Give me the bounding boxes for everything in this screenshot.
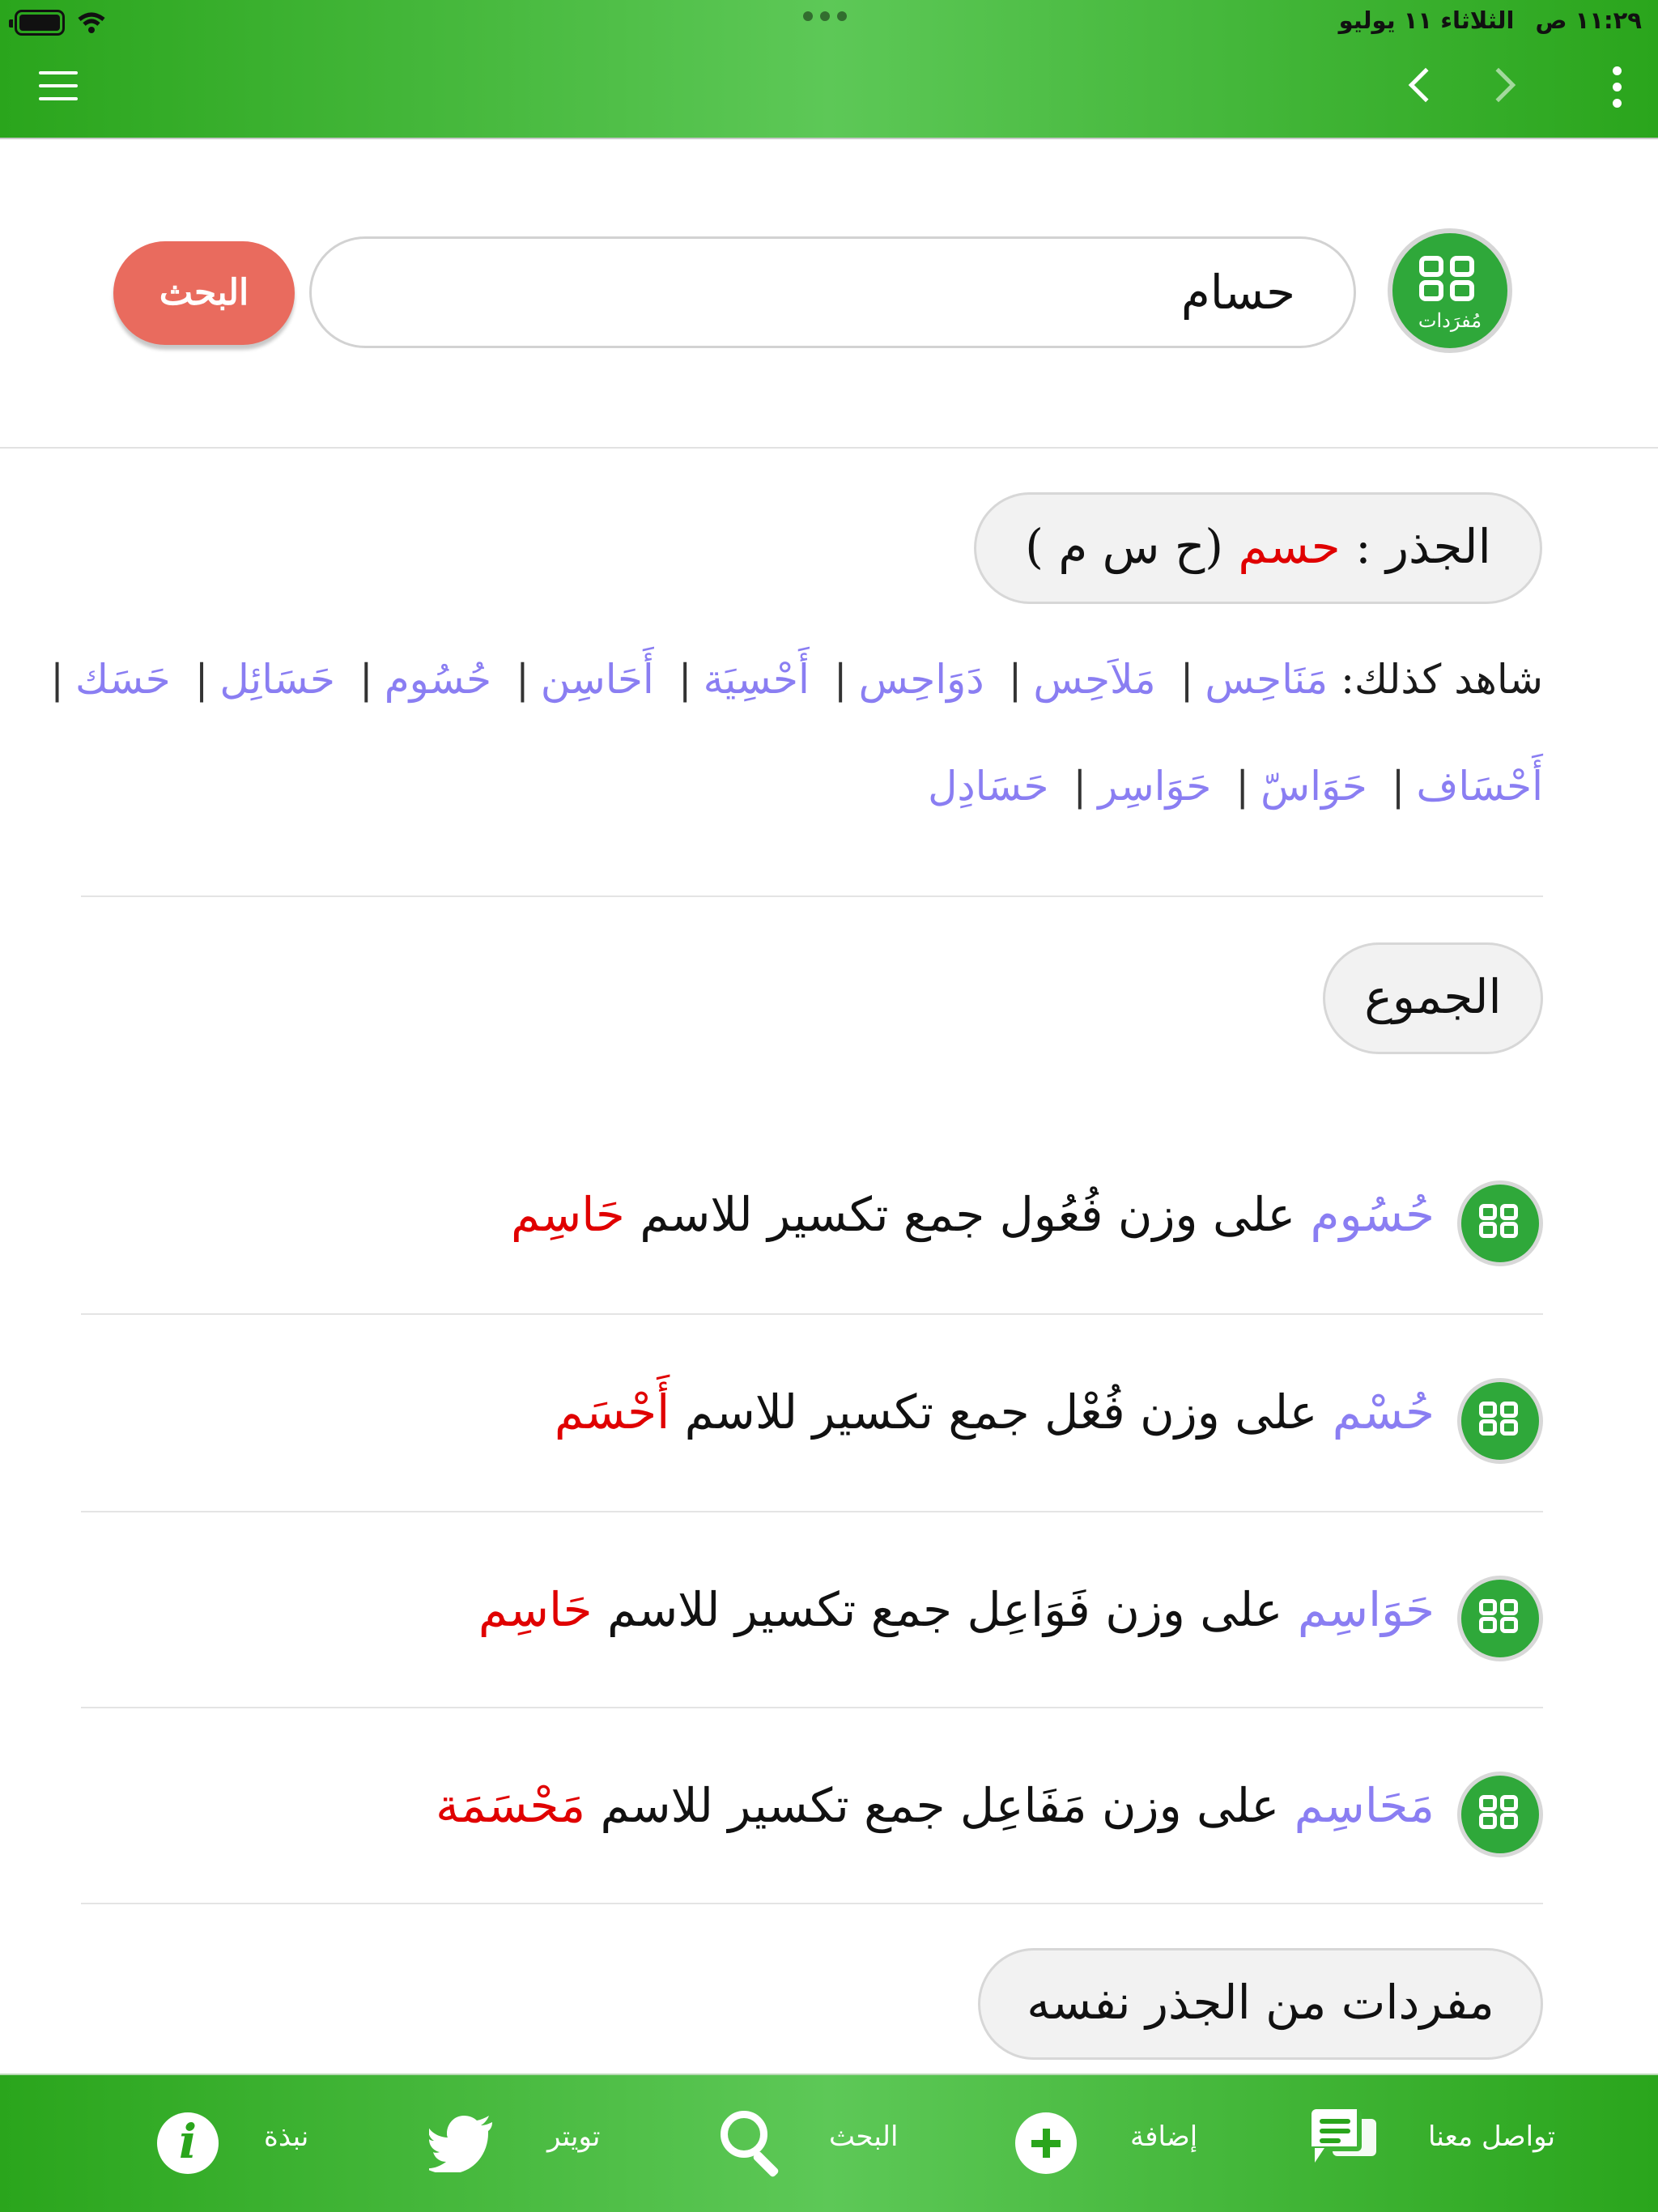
separator: | [1008, 656, 1022, 703]
divider [81, 1903, 1543, 1904]
see-also-link[interactable]: حَسَك [75, 656, 171, 703]
word-icon [1457, 1772, 1543, 1857]
battery-icon [15, 10, 65, 36]
tab-about[interactable] [151, 2075, 345, 2212]
see-also-label: شاهد كذلك: [1341, 656, 1543, 703]
plural-description: على وزن فُعُول جمع تكسير للاسم [640, 1187, 1296, 1242]
separator: | [1391, 763, 1405, 810]
status-date: الثلاثاء ١١ يوليو [1338, 6, 1515, 34]
tab-twitter-label: تويتر [547, 2121, 601, 2153]
plurals-title: الجموع [1323, 942, 1543, 1054]
tab-twitter[interactable] [429, 2075, 607, 2212]
plural-word[interactable]: مَحَاسِم [1294, 1778, 1435, 1833]
menu-icon[interactable] [36, 60, 84, 112]
separator: | [50, 656, 64, 703]
singular-word[interactable]: مَحْسَمَة [436, 1778, 586, 1833]
plural-word[interactable]: حُسُوم [1310, 1187, 1435, 1242]
tab-contact[interactable] [1310, 2075, 1556, 2212]
separator: | [1235, 763, 1250, 810]
bottom-tab-bar [0, 2074, 1658, 2212]
see-also-link[interactable]: مَلاَحِس [1033, 656, 1156, 703]
back-icon[interactable] [1399, 60, 1448, 112]
divider [81, 1707, 1543, 1708]
see-also-link[interactable]: دَوَاحِس [858, 656, 984, 703]
plural-description: على وزن مَفَاعِل جمع تكسير للاسم [600, 1778, 1280, 1833]
plural-text [478, 1582, 1435, 1637]
search-button[interactable]: البحث [113, 241, 295, 345]
see-also-link[interactable]: حَوَاسّ [1261, 763, 1367, 810]
plural-row[interactable] [81, 1543, 1543, 1673]
separator: | [1180, 656, 1194, 703]
divider [81, 1313, 1543, 1315]
see-also-link[interactable]: أَحَاسِن [540, 656, 654, 703]
see-also-line-2 [170, 763, 1543, 810]
plural-word[interactable]: حُسْم [1332, 1385, 1435, 1440]
multitask-dots[interactable] [803, 11, 847, 21]
divider [81, 895, 1543, 897]
tab-add-label: إضافة [1130, 2121, 1198, 2153]
tab-search[interactable] [716, 2075, 910, 2212]
plural-text [436, 1778, 1435, 1833]
see-also-link[interactable]: حَوَاسِر [1098, 763, 1212, 810]
plural-description: على وزن فَوَاعِل جمع تكسير للاسم [606, 1582, 1283, 1637]
plural-description: على وزن فُعْل جمع تكسير للاسم [684, 1385, 1318, 1440]
plural-row[interactable] [81, 1739, 1543, 1869]
word-icon [1457, 1576, 1543, 1661]
top-bar [0, 0, 1658, 139]
forward-icon[interactable] [1482, 60, 1530, 112]
see-also-link[interactable]: حَسَائِل [219, 656, 335, 703]
see-also-link[interactable]: أَحْسِيَة [703, 656, 810, 703]
divider [81, 1511, 1543, 1512]
see-also-link[interactable]: أَحْسَاف [1416, 763, 1543, 810]
plural-row[interactable] [81, 1346, 1543, 1475]
status-clock [1339, 6, 1642, 34]
tab-contact-label: تواصل معنا [1428, 2121, 1556, 2153]
more-icon[interactable] [1601, 60, 1634, 112]
root-label: الجذر : [1355, 519, 1491, 574]
singular-word[interactable]: حَاسِم [478, 1582, 593, 1637]
plural-word[interactable]: حَوَاسِم [1297, 1582, 1435, 1637]
root-word[interactable]: حسم [1238, 519, 1341, 574]
tab-about-label: نبذة [264, 2121, 309, 2153]
twitter-icon [429, 2109, 497, 2177]
separator: | [359, 656, 373, 703]
separator: | [833, 656, 848, 703]
plural-text [555, 1385, 1435, 1440]
plural-row[interactable] [81, 1148, 1543, 1278]
see-also-link[interactable]: حُسُوم [384, 656, 492, 703]
same-root-title: مفردات من الجذر نفسه [978, 1948, 1543, 2060]
app-logo[interactable] [1388, 228, 1512, 353]
see-also-line-1 [50, 656, 1543, 703]
wifi-icon [78, 11, 105, 34]
divider [0, 447, 1658, 449]
separator: | [678, 656, 692, 703]
separator: | [515, 656, 529, 703]
singular-word[interactable]: أَحْسَم [554, 1385, 670, 1440]
tab-add[interactable] [1012, 2075, 1214, 2212]
logo-mark-icon [1419, 256, 1481, 304]
see-also-link[interactable]: مَنَاحِس [1205, 656, 1329, 703]
singular-word[interactable]: حَاسِم [511, 1187, 625, 1242]
word-icon [1457, 1180, 1543, 1266]
word-icon [1457, 1378, 1543, 1464]
status-indicators [15, 8, 105, 37]
root-pill [974, 492, 1542, 604]
search-input[interactable] [309, 236, 1356, 348]
status-time: ١١:٢٩ ص [1535, 6, 1642, 34]
plural-text [511, 1187, 1435, 1242]
separator: | [1073, 763, 1087, 810]
search-icon [717, 2109, 785, 2177]
logo-text: مُفرَدات [1418, 309, 1482, 332]
separator: | [194, 656, 209, 703]
chat-icon [1310, 2109, 1378, 2177]
root-letters: (ح س م ) [1025, 519, 1223, 574]
add-icon [1012, 2109, 1080, 2177]
tab-search-label: البحث [829, 2121, 899, 2153]
see-also-link[interactable]: حَسَادِل [928, 763, 1049, 810]
info-icon: i [154, 2109, 222, 2177]
